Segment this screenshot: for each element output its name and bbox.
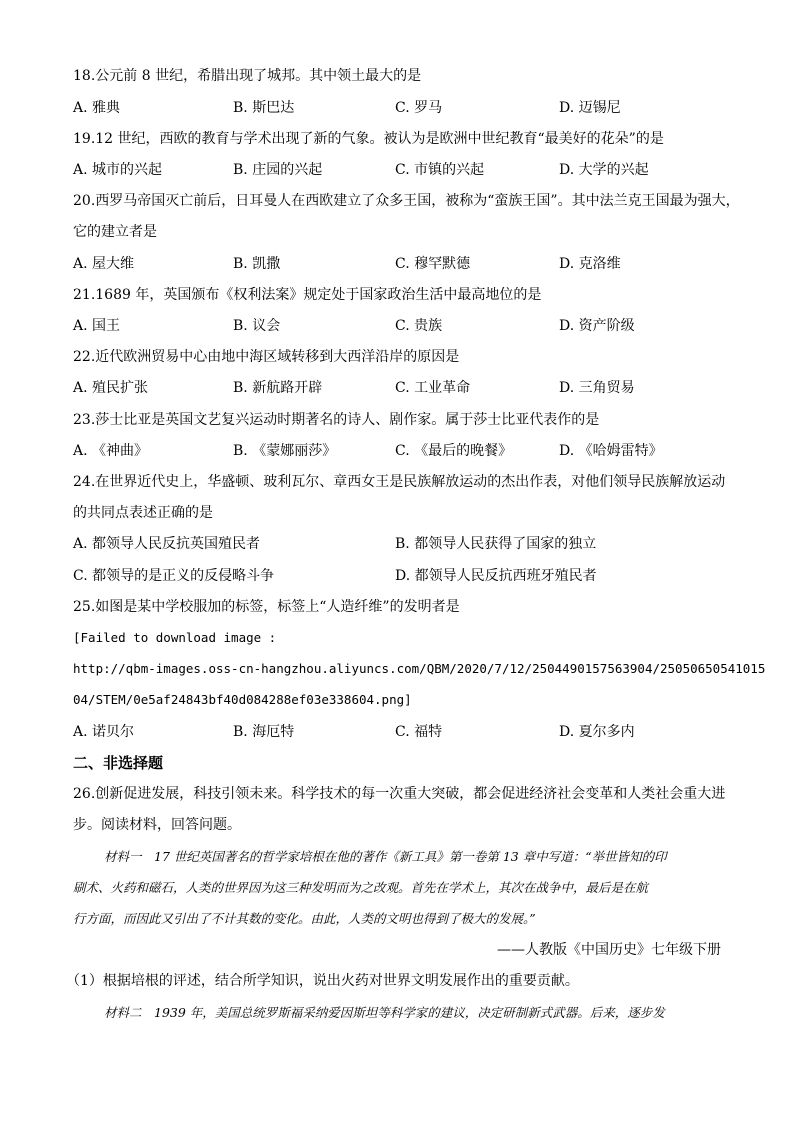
material-1-line1: 材料一 17 世纪英国著名的哲学家培根在他的著作《新工具》第一卷第 13 章中写道：“举世皆知的印 bbox=[104, 849, 667, 864]
option-c: C. 工业革命 bbox=[395, 380, 471, 396]
material-1-line3: 行方面，而因此又引出了不计其数的变化。由此，人类的文明也得到了极大的发展。” bbox=[73, 911, 536, 926]
option-d: D. 克洛维 bbox=[559, 256, 621, 272]
question-18: 18.公元前 8 世纪，希腊出现了城邦。其中领土最大的是 bbox=[73, 68, 422, 84]
question-21-options bbox=[73, 316, 723, 336]
option-c: C. 罗马 bbox=[395, 100, 443, 116]
option-c: C. 贵族 bbox=[395, 318, 443, 334]
option-a: A. 城市的兴起 bbox=[73, 162, 163, 178]
question-19: 19.12 世纪，西欧的教育与学术出现了新的气象。被认为是欧洲中世纪教育“最美好的花朵”的是 bbox=[73, 131, 664, 147]
option-d: D. 夏尔多内 bbox=[559, 724, 635, 740]
question-25: 25.如图是某中学校服加的标签，标签上“人造纤维”的发明者是 bbox=[73, 599, 460, 615]
failed-image-notice-line1: [Failed to download image : bbox=[73, 630, 277, 645]
option-c: C. 都领导的是正义的反侵略斗争 bbox=[73, 568, 275, 584]
option-c: C. 福特 bbox=[395, 724, 443, 740]
option-a: A. 《神曲》 bbox=[73, 443, 149, 459]
option-b: B. 都领导人民获得了国家的独立 bbox=[395, 536, 597, 552]
option-b: B. 庄园的兴起 bbox=[233, 162, 323, 178]
question-24-line2: 的共同点表述正确的是 bbox=[73, 505, 213, 521]
option-a: A. 屋大维 bbox=[73, 256, 135, 272]
option-a: A. 雅典 bbox=[73, 100, 121, 116]
question-23: 23.莎士比亚是英国文艺复兴运动时期著名的诗人、剧作家。属于莎士比亚代表作的是 bbox=[73, 412, 600, 428]
option-d: D. 《哈姆雷特》 bbox=[559, 443, 663, 459]
option-d: D. 迈锡尼 bbox=[559, 100, 621, 116]
option-b: B. 凯撒 bbox=[233, 256, 281, 272]
question-24-options-row2 bbox=[73, 566, 723, 586]
question-22: 22.近代欧洲贸易中心由地中海区域转移到大西洋沿岸的原因是 bbox=[73, 349, 460, 365]
option-a: A. 诺贝尔 bbox=[73, 724, 135, 740]
question-20-line2: 它的建立者是 bbox=[73, 224, 157, 240]
option-d: D. 资产阶级 bbox=[559, 318, 635, 334]
failed-image-url-line2: 04/STEM/0e5af24843bf40d084288ef03e338604.png] bbox=[73, 692, 412, 707]
option-b: B. 新航路开辟 bbox=[233, 380, 323, 396]
question-22-options bbox=[73, 378, 723, 398]
option-a: A. 殖民扩张 bbox=[73, 380, 149, 396]
material-1-source: ——人教版《中国历史》七年级下册 bbox=[497, 942, 721, 958]
question-20-options bbox=[73, 254, 723, 274]
option-a: A. 都领导人民反抗英国殖民者 bbox=[73, 536, 261, 552]
question-18-options bbox=[73, 98, 723, 118]
question-26-line2: 步。阅读材料，回答问题。 bbox=[73, 817, 241, 833]
question-24-line1: 24.在世界近代史上，华盛顿、玻利瓦尔、章西女王是民族解放运动的杰出作表，对他们领导民族解放运动 bbox=[73, 474, 726, 490]
option-c: C. 《最后的晚餐》 bbox=[395, 443, 513, 459]
question-26-line1: 26.创新促进发展，科技引领未来。科学技术的每一次重大突破，都会促进经济社会变革和人类社会重大进 bbox=[73, 786, 726, 802]
failed-image-url-line1: http://qbm-images.oss-cn-hangzhou.aliyuncs.com/QBM/2020/7/12/2504490157563904/25050650541015 bbox=[73, 661, 766, 676]
question-24-options-row1 bbox=[73, 534, 723, 554]
question-20-line1: 20.西罗马帝国灭亡前后，日耳曼人在西欧建立了众多王国，被称为“蛮族王国”。其中法兰克王国最为强大， bbox=[73, 193, 740, 209]
option-d: D. 大学的兴起 bbox=[559, 162, 649, 178]
option-a: A. 国王 bbox=[73, 318, 121, 334]
question-19-options bbox=[73, 160, 723, 180]
option-b: B. 《蒙娜丽莎》 bbox=[233, 443, 337, 459]
question-21: 21.1689 年，英国颁布《权利法案》规定处于国家政治生活中最高地位的是 bbox=[73, 287, 542, 303]
question-25-options bbox=[73, 722, 723, 742]
section-heading: 二、非选择题 bbox=[73, 754, 164, 772]
material-1-line2: 刷术、火药和磁石，人类的世界因为这三种发明而为之改观。首先在学术上，其次在战争中，最后是在航 bbox=[73, 880, 649, 895]
question-23-options bbox=[73, 441, 723, 461]
option-c: C. 穆罕默德 bbox=[395, 256, 471, 272]
sub-question-1: （1）根据培根的评述，结合所学知识，说出火药对世界文明发展作出的重要贡献。 bbox=[66, 973, 579, 989]
option-c: C. 市镇的兴起 bbox=[395, 162, 485, 178]
material-2-line1: 材料二 1939 年，美国总统罗斯福采纳爱因斯坦等科学家的建议，决定研制新式武器。后来，逐步发 bbox=[104, 1005, 665, 1020]
option-d: D. 都领导人民反抗西班牙殖民者 bbox=[395, 568, 597, 584]
option-b: B. 斯巴达 bbox=[233, 100, 295, 116]
option-d: D. 三角贸易 bbox=[559, 380, 635, 396]
option-b: B. 议会 bbox=[233, 318, 281, 334]
option-b: B. 海厄特 bbox=[233, 724, 295, 740]
